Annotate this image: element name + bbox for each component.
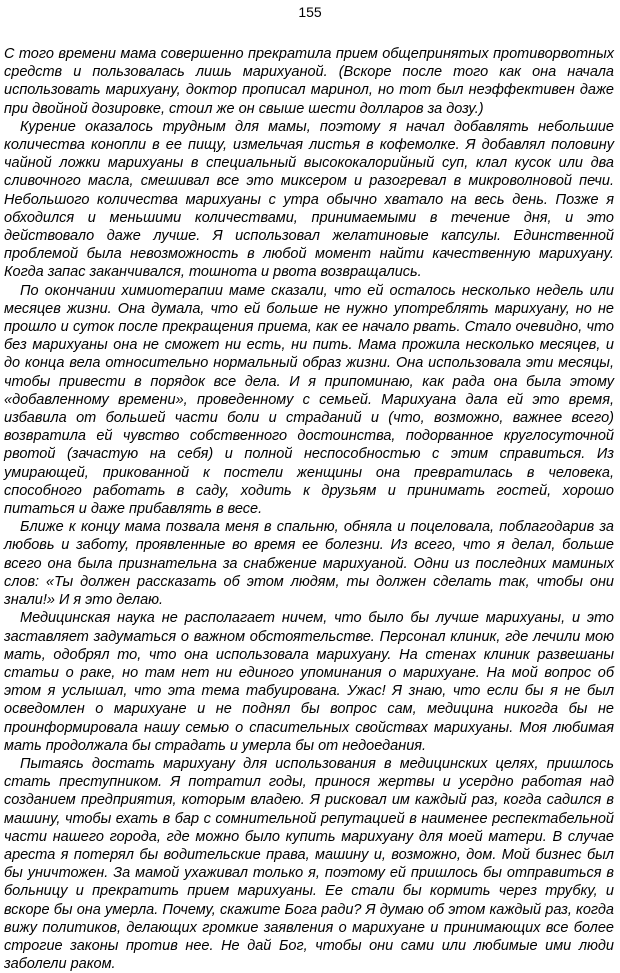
text-body <box>4 45 614 973</box>
paragraph: Курение оказалось трудным для мамы, поэтому я начал добавлять небольшие количества конопли в ее пищу, измельчая листья в кофемолке. Я добавлял половину чайной ложки марихуаны в специальный высококалорийный суп, клал кусок или два сливочного масла, смешивал все это миксером и разогревал в микроволновой печи. Небольшого количества марихуаны с утра обычно хватало на весь день. Позже я обходился и меньшими количествами, принимаемыми в течение дня, и это действовало даже лучше. Я использовал желатиновые капсулы. Единственной проблемой была невозможность в любой момент найти качественную марихуану. Когда запас заканчивался, тошнота и рвота возвращались. <box>4 118 614 281</box>
paragraph: Медицинская наука не располагает ничем, что было бы лучше марихуаны, и это заставляет задуматься о важном обстоятельстве. Персонал клиник, где лечили мою мать, одобрял то, что она использовала марихуану. На стенах клиник развешаны статьи о раке, но там нет ни единого упоминания о марихуане. На мой вопрос об этом я услышал, что эта тема табуирована. Ужас! Я знаю, что если бы я не был осведомлен о марихуане и не поднял бы вопрос сам, медицина никогда бы не проинформировала нашу семью о спасительных свойствах марихуаны. Моя любимая мать продолжала бы страдать и умерла бы от недоедания. <box>4 610 614 754</box>
paragraph: Ближе к концу мама позвала меня в спальню, обняла и поцеловала, поблагодарив за любовь и заботу, проявленные во время ее болезни. Из всего, что я делал, больше всего она была признательна за снабжение марихуаной. Одни из последних маминых слов: «Ты должен рассказать об этом людям, ты должен сделать так, чтобы они знали!» И я это делаю. <box>4 519 614 609</box>
paragraph: По окончании химиотерапии маме сказали, что ей осталось несколько недель или месяцев жизни. Она думала, что ей больше не нужно употреблять марихуану, но не прошло и суток после прекращения приема, как ее начало рвать. Стало очевидно, что без марихуаны она не сможет ни есть, ни пить. Мама прожила несколько месяцев, и до конца вела относительно нормальный образ жизни. Она использовала эти месяцы, чтобы привести в порядок все дела. И я припоминаю, как рада она была этому «добавленному времени», проведенному с семьей. Марихуана дала ей это время, избавила от большей части боли и страданий и (что, возможно, важнее всего) возвратила ей чувство собственного достоинства, подорванное круглосуточной рвотой (зачастую на себя) и полной неспособностью с этим справиться. Из умирающей, прикованной к постели женщины она превратилась в человека, способного работать в саду, ходить к друзьям и принимать гостей, хорошо питаться и даже прибавлять в весе. <box>4 282 614 518</box>
paragraph: С того времени мама совершенно прекратила прием общепринятых противорвотных средств и пользовалась лишь марихуаной. (Вскоре после того как она начала использовать марихуану, доктор прописал маринол, но тот был неэффективен даже при двойной дозировке, стоил же он свыше шести долларов за дозу.) <box>4 46 614 117</box>
paragraph: Пытаясь достать марихуану для использования в медицинских целях, пришлось стать преступником. Я потратил годы, принося жертвы и усердно работая над созданием предприятия, которым владею. Я рисковал им каждый раз, когда садился в машину, чтобы ехать в бар с сомнительной репутацией в наименее респектабельной части нашего города, где можно было купить марихуану для моей матери. В случае ареста я потерял бы водительские права, машину и, возможно, дом. Мой бизнес был бы уничтожен. За мамой ухаживал только я, поэтому ей пришлось бы отправиться в больницу и прекратить прием марихуаны. Ее стали бы кормить через трубку, и вскоре бы она умерла. Почему, скажите Бога ради? Я думаю об этом каждый раз, когда вижу политиков, делающих громкие заявления о марихуане и принимающих все более строгие законы против нее. Не дай Бог, чтобы они сами или любимые ими люди заболели раком. <box>4 755 614 973</box>
page-number: 155 <box>298 4 322 20</box>
